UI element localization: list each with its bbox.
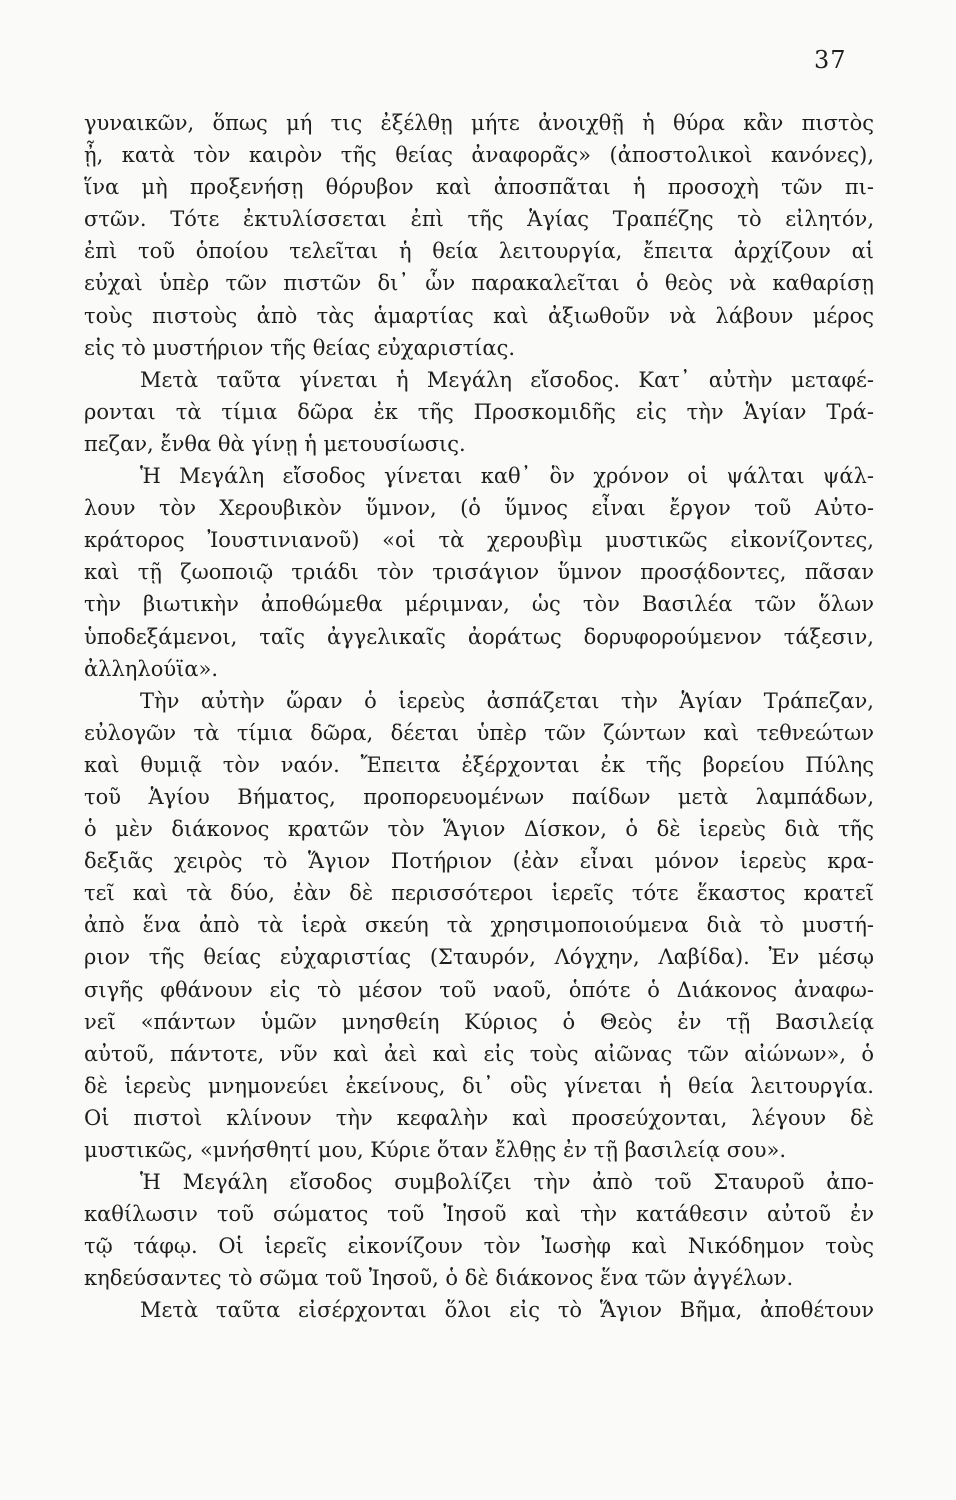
- text-line: μυστικῶς, «μνήσθητί μου, Κύριε ὅταν ἔλθῃς ἐν τῇ βασιλείᾳ σου».: [84, 1138, 787, 1162]
- text-line: ὁ μὲν διάκονος κρατῶν τὸν Ἅγιον Δίσκον, ὁ δὲ ἱερεὺς διὰ τῆς: [84, 817, 874, 842]
- text-line: Ἡ Μεγάλη εἴσοδος συμβολίζει τὴν ἀπὸ τοῦ Σταυροῦ ἀπο-: [140, 1170, 874, 1195]
- text-line: καὶ τῇ ζωοποιῷ τριάδι τὸν τρισάγιον ὕμνον προσᾴδοντες, πᾶσαν: [84, 560, 874, 585]
- text-line: τοῦ Ἁγίου Βήματος, προπορευομένων παίδων μετὰ λαμπάδων,: [84, 784, 874, 809]
- text-line: κράτορος Ἰουστινιανοῦ) «οἱ τὰ χερουβὶμ μυστικῶς εἰκονίζοντες,: [84, 528, 874, 553]
- text-line: εὐλογῶν τὰ τίμια δῶρα, δέεται ὑπὲρ τῶν ζώντων καὶ τεθνεώτων: [84, 720, 874, 745]
- text-line: ὑποδεξάμενοι, ταῖς ἀγγελικαῖς ἀοράτως δορυφορούμενον τάξεσιν,: [84, 624, 874, 649]
- text-line: ἐπὶ τοῦ ὁποίου τελεῖται ἡ θεία λειτουργία, ἔπειτα ἀρχίζουν αἱ: [84, 239, 874, 264]
- text-line: ρονται τὰ τίμια δῶρα ἐκ τῆς Προσκομιδῆς εἰς τὴν Ἁγίαν Τρά-: [84, 399, 874, 424]
- text-line: Οἱ πιστοὶ κλίνουν τὴν κεφαλὴν καὶ προσεύχονται, λέγουν δὲ: [84, 1105, 874, 1130]
- text-line: εὐχαὶ ὑπὲρ τῶν πιστῶν δι᾽ ὧν παρακαλεῖται ὁ θεὸς νὰ καθαρίσῃ: [84, 271, 874, 296]
- text-line: τεῖ καὶ τὰ δύο, ἐὰν δὲ περισσότεροι ἱερεῖς τότε ἕκαστος κρατεῖ: [84, 881, 874, 906]
- text-line: καθίλωσιν τοῦ σώματος τοῦ Ἰησοῦ καὶ τὴν κατάθεσιν αὐτοῦ ἐν: [84, 1202, 874, 1227]
- text-line: εἰς τὸ μυστήριον τῆς θείας εὐχαριστίας.: [84, 335, 516, 360]
- text-line: νεῖ «πάντων ὑμῶν μνησθείη Κύριος ὁ Θεὸς ἐν τῇ Βασιλείᾳ: [84, 1009, 874, 1034]
- text-line: Ἡ Μεγάλη εἴσοδος γίνεται καθ᾽ ὃν χρόνον οἱ ψάλται ψάλ-: [140, 464, 874, 489]
- text-line: τῷ τάφῳ. Οἱ ἱερεῖς εἰκονίζουν τὸν Ἰωσὴφ καὶ Νικόδημον τοὺς: [84, 1234, 874, 1259]
- body-text: [84, 107, 874, 1327]
- text-line: Μετὰ ταῦτα εἰσέρχονται ὅλοι εἰς τὸ Ἅγιον Βῆμα, ἀποθέτουν: [140, 1298, 874, 1323]
- text-line: γυναικῶν, ὅπως μή τις ἐξέλθῃ μήτε ἀνοιχθῇ ἡ θύρα κἂν πιστὸς: [84, 111, 874, 135]
- text-line: Τὴν αὐτὴν ὥραν ὁ ἱερεὺς ἀσπάζεται τὴν Ἁγίαν Τράπεζαν,: [140, 688, 874, 713]
- text-line: τοὺς πιστοὺς ἀπὸ τὰς ἁμαρτίας καὶ ἀξιωθοῦν νὰ λάβουν μέρος: [84, 303, 874, 328]
- text-line: καὶ θυμιᾷ τὸν ναόν. Ἔπειτα ἐξέρχονται ἐκ τῆς βορείου Πύλης: [84, 752, 874, 777]
- text-line: ριον τῆς θείας εὐχαριστίας (Σταυρόν, Λόγχην, Λαβίδα). Ἐν μέσῳ: [84, 945, 874, 970]
- text-line: Μετὰ ταῦτα γίνεται ἡ Μεγάλη εἴσοδος. Κατ᾽ αὐτὴν μεταφέ-: [140, 367, 874, 392]
- text-line: σιγῆς φθάνουν εἰς τὸ μέσον τοῦ ναοῦ, ὁπότε ὁ Διάκονος ἀναφω-: [84, 977, 874, 1002]
- text-line: ᾖ, κατὰ τὸν καιρὸν τῆς θείας ἀναφορᾶς» (ἀποστολικοὶ κανόνες),: [84, 143, 874, 168]
- text-line: ἀπὸ ἕνα ἀπὸ τὰ ἱερὰ σκεύη τὰ χρησιμοποιούμενα διὰ τὸ μυστή-: [84, 913, 874, 938]
- text-line: λουν τὸν Χερουβικὸν ὕμνον, (ὁ ὕμνος εἶναι ἔργον τοῦ Αὐτο-: [84, 496, 874, 521]
- text-line: δεξιᾶς χειρὸς τὸ Ἅγιον Ποτήριον (ἐὰν εἶναι μόνον ἱερεὺς κρα-: [84, 849, 874, 874]
- text-line: αὐτοῦ, πάντοτε, νῦν καὶ ἀεὶ καὶ εἰς τοὺς αἰῶνας τῶν αἰώνων», ὁ: [84, 1041, 874, 1066]
- text-line: στῶν. Τότε ἐκτυλίσσεται ἐπὶ τῆς Ἁγίας Τραπέζης τὸ εἰλητόν,: [84, 207, 874, 232]
- text-line: κηδεύσαντες τὸ σῶμα τοῦ Ἰησοῦ, ὁ δὲ διάκονος ἕνα τῶν ἀγγέλων.: [84, 1266, 794, 1291]
- text-line: τὴν βιωτικὴν ἀποθώμεθα μέριμναν, ὡς τὸν Βασιλέα τῶν ὅλων: [84, 592, 874, 617]
- text-line: πεζαν, ἔνθα θὰ γίνῃ ἡ μετουσίωσις.: [84, 431, 466, 456]
- page-number: 37: [814, 46, 847, 74]
- text-line: ἀλληλούϊα».: [84, 656, 219, 681]
- text-line: δὲ ἱερεὺς μνημονεύει ἐκείνους, δι᾽ οὓς γίνεται ἡ θεία λειτουργία.: [84, 1073, 874, 1098]
- text-line: ἵνα μὴ προξενήσῃ θόρυβον καὶ ἀποσπᾶται ἡ προσοχὴ τῶν πι-: [84, 175, 874, 200]
